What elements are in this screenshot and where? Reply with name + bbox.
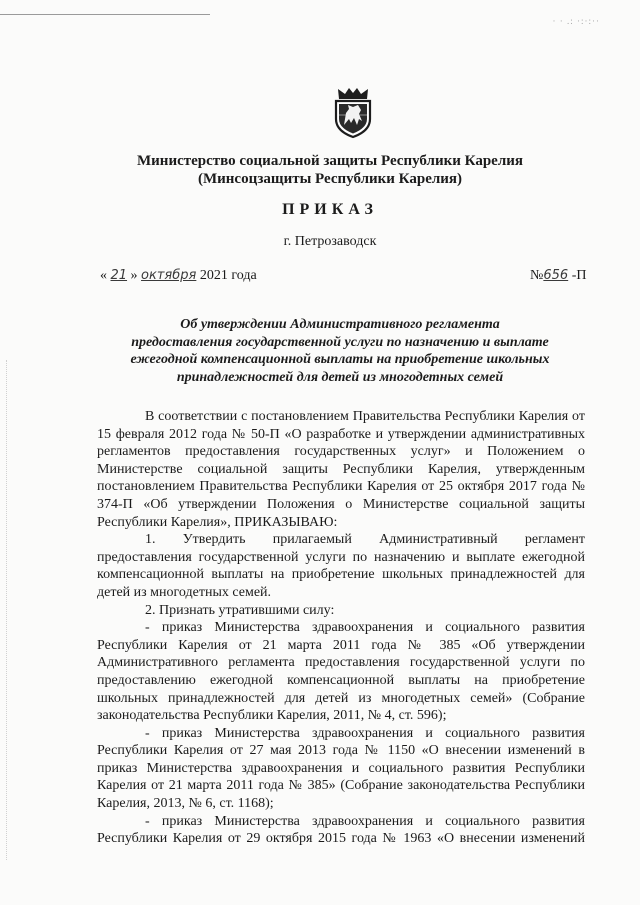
document-number [530, 268, 586, 284]
karelia-coat-of-arms-icon [332, 85, 374, 139]
preamble-paragraph: В соответствии с постановлением Правительства Республики Карелия от 15 февраля 2012 года № 50-П «О разработке и утверждении административных регламентов предоставления государственных услуг» и Положением о Министерстве социальной защиты Республики Карелия, утвержденным постановлением Правительства Республики Карелия от 25 октября 2017 года № 374-П «Об утверждении Положения о Министерстве социальной защиты Республики Карелия», ПРИКАЗЫВАЮ: [97, 409, 585, 530]
scan-margin-dots [6, 360, 9, 860]
clause-2-paragraph: 2. Признать утратившими силу: [145, 602, 335, 618]
title-line: Об утверждении Административного регламента [180, 317, 500, 332]
title-line: принадлежностей для детей из многодетных семей [176, 369, 504, 385]
repealed-order-item: - приказ Министерства здравоохранения и социального развития Республики Карелия от 29 октября 2015 года № 1963 «О внесении изменений [97, 813, 585, 847]
document-title [100, 316, 580, 386]
date-month: октября [141, 268, 197, 283]
document-date [100, 268, 257, 284]
date-year: 2021 года [199, 268, 257, 283]
title-line: предоставления государственной услуги по назначению и выплате [131, 334, 549, 350]
ministry-name: Министерство социальной защиты Республики Карелия [137, 153, 523, 169]
date-day: 21 [110, 268, 128, 283]
document-body [97, 408, 585, 848]
scan-artifact-mark: · · .: ·:·:·· [552, 16, 600, 26]
clause-1-paragraph: 1. Утвердить прилагаемый Административный регламент предоставления государственной услуги по назначению и выплате ежегодной компенсационной выплаты на приобретение школьных принадлежностей для детей из многодетных семей. [97, 532, 585, 600]
ministry-short-name: (Минсоцзащиты Республики Карелия) [197, 171, 463, 187]
number-value: 656 [543, 268, 569, 283]
document-city: г. Петрозаводск [283, 234, 377, 249]
document-type: ПРИКАЗ [282, 201, 378, 218]
repealed-order-item: - приказ Министерства здравоохранения и социального развития Республики Карелия от 27 мая 2013 года № 1150 «О внесении изменений в приказ Министерства здравоохранения и социального развития Республики Карелия от 21 марта 2011 года № 385» (Собрание законодательства Республики Карелия, 2013, № 6, ст. 1168); [97, 725, 585, 812]
date-close-quote: » [130, 268, 138, 283]
number-prefix: № [530, 268, 544, 283]
scan-artifact-line [0, 14, 210, 15]
title-line: ежегодной компенсационной выплаты на приобретение школьных [130, 352, 550, 367]
repealed-order-item: - приказ Министерства здравоохранения и социального развития Республики Карелия от 21 марта 2011 года № 385 «Об утверждении Административного регламента предоставления государственной услуги по предоставлению ежегодной компенсационной выплаты на приобретение школьных принадлежностей для детей из многодетных семей» (Собрание законодательства Республики Карелия, 2011, № 4, ст. 596); [97, 620, 585, 724]
date-open-quote: « [100, 268, 107, 283]
number-suffix: -П [571, 268, 587, 283]
